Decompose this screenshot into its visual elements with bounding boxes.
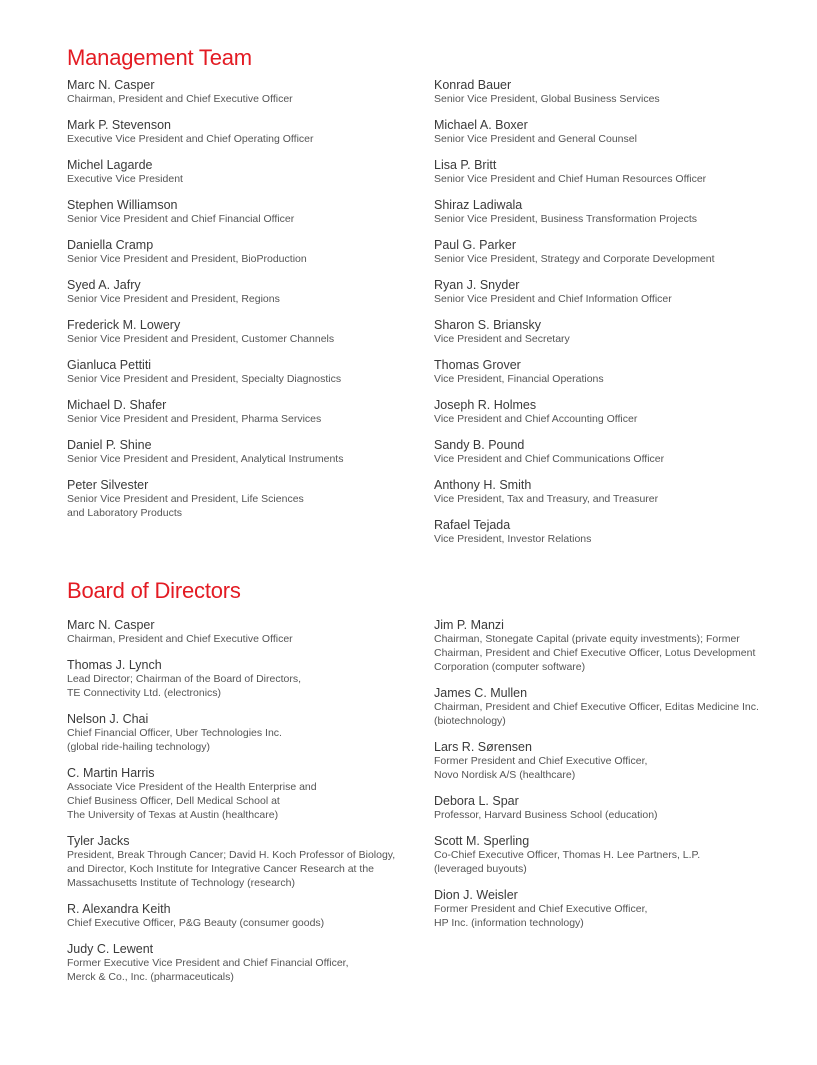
- person-name: Michel Lagarde: [67, 158, 153, 172]
- person-name: Thomas J. Lynch: [67, 658, 162, 672]
- person-entry: [67, 766, 417, 822]
- person-entry: [434, 438, 779, 466]
- person-name: Lars R. Sørensen: [434, 740, 532, 754]
- person-title: Lead Director; Chairman of the Board of Directors, TE Connectivity Ltd. (electronics): [67, 673, 302, 699]
- person-name: Gianluca Pettiti: [67, 358, 152, 372]
- person-name: Marc N. Casper: [67, 618, 155, 632]
- board-right-column: [434, 618, 779, 942]
- person-title: Vice President and Chief Accounting Officer: [434, 413, 638, 425]
- person-name: Syed A. Jafry: [67, 278, 141, 292]
- person-title: Senior Vice President and Chief Financial Officer: [67, 213, 295, 225]
- person-name: Rafael Tejada: [434, 518, 511, 532]
- person-entry: [67, 618, 417, 646]
- person-entry: [434, 478, 779, 506]
- person-entry: [67, 118, 417, 146]
- person-title: Chairman, Stonegate Capital (private equity investments); Former Chairman, President and Chief Executive Officer, Lotus Development Corporation (computer software): [434, 633, 756, 673]
- person-title: Co-Chief Executive Officer, Thomas H. Lee Partners, L.P. (leveraged buyouts): [434, 849, 701, 875]
- person-name: C. Martin Harris: [67, 766, 155, 780]
- person-name: Peter Silvester: [67, 478, 149, 492]
- person-name: Sharon S. Briansky: [434, 318, 541, 332]
- person-entry: [434, 118, 779, 146]
- person-name: Paul G. Parker: [434, 238, 516, 252]
- person-entry: [67, 834, 417, 890]
- person-title: Chief Executive Officer, P&G Beauty (consumer goods): [67, 917, 325, 929]
- person-title: Executive Vice President: [67, 173, 183, 185]
- person-name: Konrad Bauer: [434, 78, 512, 92]
- person-name: Marc N. Casper: [67, 78, 155, 92]
- person-title: Former Executive Vice President and Chief Financial Officer, Merck & Co., Inc. (pharmaceuticals): [67, 957, 349, 983]
- person-title: Senior Vice President and President, Regions: [67, 293, 280, 305]
- person-title: Former President and Chief Executive Officer, Novo Nordisk A/S (healthcare): [434, 755, 648, 781]
- person-name: Shiraz Ladiwala: [434, 198, 523, 212]
- person-title: Senior Vice President, Strategy and Corporate Development: [434, 253, 715, 265]
- person-entry: [67, 398, 417, 426]
- person-entry: [434, 888, 779, 930]
- person-name: Thomas Grover: [434, 358, 521, 372]
- person-entry: [67, 478, 417, 520]
- board-left-column: [67, 618, 417, 996]
- person-name: Jim P. Manzi: [434, 618, 504, 632]
- person-title: Vice President, Financial Operations: [434, 373, 604, 385]
- person-title: Senior Vice President and General Counsel: [434, 133, 637, 145]
- person-entry: [434, 278, 779, 306]
- board-of-directors-heading: Board of Directors: [67, 578, 241, 603]
- person-entry: [67, 78, 417, 106]
- person-title: Senior Vice President and President, Life Sciences and Laboratory Products: [67, 493, 304, 519]
- person-entry: [434, 834, 779, 876]
- person-entry: [434, 318, 779, 346]
- person-name: Judy C. Lewent: [67, 942, 154, 956]
- person-entry: [67, 658, 417, 700]
- person-name: Mark P. Stevenson: [67, 118, 171, 132]
- person-title: Senior Vice President and President, Pharma Services: [67, 413, 322, 425]
- person-entry: [434, 618, 779, 674]
- person-entry: [67, 902, 417, 930]
- person-name: Nelson J. Chai: [67, 712, 149, 726]
- person-title: Senior Vice President and Chief Information Officer: [434, 293, 672, 305]
- person-name: Lisa P. Britt: [434, 158, 497, 172]
- person-name: Stephen Williamson: [67, 198, 178, 212]
- person-entry: [67, 238, 417, 266]
- person-title: Vice President and Secretary: [434, 333, 570, 345]
- person-entry: [67, 198, 417, 226]
- person-entry: [67, 712, 417, 754]
- person-entry: [67, 318, 417, 346]
- person-entry: [434, 238, 779, 266]
- person-title: Senior Vice President and Chief Human Resources Officer: [434, 173, 707, 185]
- person-entry: [434, 518, 779, 546]
- person-title: Senior Vice President and President, BioProduction: [67, 253, 307, 265]
- management-left-column: [67, 78, 417, 532]
- person-name: Daniella Cramp: [67, 238, 154, 252]
- person-title: Chairman, President and Chief Executive Officer: [67, 93, 293, 105]
- person-name: R. Alexandra Keith: [67, 902, 171, 916]
- person-title: Senior Vice President and President, Analytical Instruments: [67, 453, 344, 465]
- person-name: Sandy B. Pound: [434, 438, 525, 452]
- management-right-column: [434, 78, 779, 558]
- person-name: Joseph R. Holmes: [434, 398, 537, 412]
- person-name: Daniel P. Shine: [67, 438, 152, 452]
- person-name: Dion J. Weisler: [434, 888, 518, 902]
- person-entry: [67, 942, 417, 984]
- person-entry: [434, 78, 779, 106]
- person-entry: [434, 158, 779, 186]
- person-title: Executive Vice President and Chief Operating Officer: [67, 133, 314, 145]
- person-title: Senior Vice President and President, Specialty Diagnostics: [67, 373, 342, 385]
- person-name: Frederick M. Lowery: [67, 318, 181, 332]
- person-title: Senior Vice President, Global Business Services: [434, 93, 660, 105]
- person-entry: [67, 278, 417, 306]
- person-name: Michael D. Shafer: [67, 398, 167, 412]
- person-title: Chairman, President and Chief Executive Officer, Editas Medicine Inc. (biotechnology): [434, 701, 759, 727]
- person-entry: [67, 358, 417, 386]
- person-name: Anthony H. Smith: [434, 478, 532, 492]
- person-title: Professor, Harvard Business School (education): [434, 809, 658, 821]
- management-team-heading: Management Team: [67, 45, 252, 70]
- person-title: Vice President, Investor Relations: [434, 533, 592, 545]
- person-entry: [434, 398, 779, 426]
- person-title: Vice President, Tax and Treasury, and Treasurer: [434, 493, 659, 505]
- person-entry: [434, 794, 779, 822]
- person-name: Scott M. Sperling: [434, 834, 530, 848]
- person-title: Former President and Chief Executive Officer, HP Inc. (information technology): [434, 903, 648, 929]
- person-entry: [67, 158, 417, 186]
- person-name: James C. Mullen: [434, 686, 528, 700]
- person-title: Chairman, President and Chief Executive Officer: [67, 633, 293, 645]
- person-title: Chief Financial Officer, Uber Technologies Inc. (global ride-hailing technology): [67, 727, 282, 753]
- person-entry: [434, 358, 779, 386]
- person-title: Senior Vice President and President, Customer Channels: [67, 333, 335, 345]
- person-entry: [434, 740, 779, 782]
- person-title: President, Break Through Cancer; David H. Koch Professor of Biology, and Director, Koch Institute for Integrative Cancer Research at the Massachusetts Institute of Technology (research): [67, 849, 396, 889]
- person-entry: [434, 198, 779, 226]
- person-name: Debora L. Spar: [434, 794, 519, 808]
- person-name: Tyler Jacks: [67, 834, 130, 848]
- person-name: Michael A. Boxer: [434, 118, 528, 132]
- person-entry: [434, 686, 779, 728]
- person-title: Associate Vice President of the Health Enterprise and Chief Business Officer, Dell Medical School at The University of Texas at Austin (healthcare): [67, 781, 317, 821]
- person-title: Senior Vice President, Business Transformation Projects: [434, 213, 698, 225]
- person-title: Vice President and Chief Communications Officer: [434, 453, 665, 465]
- person-name: Ryan J. Snyder: [434, 278, 520, 292]
- person-entry: [67, 438, 417, 466]
